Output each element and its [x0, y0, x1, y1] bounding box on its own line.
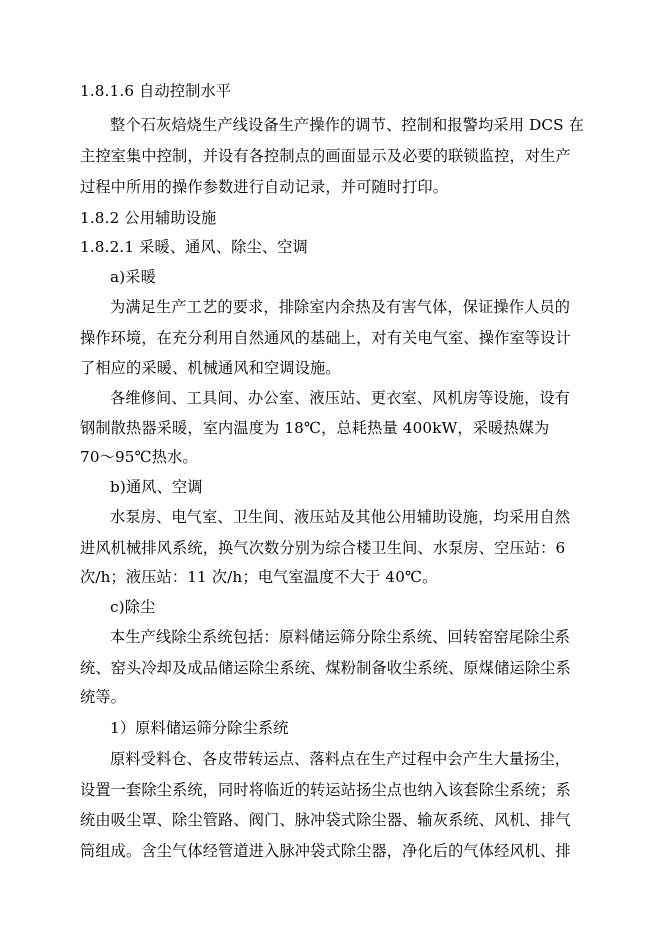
subheading-heating: a)采暖 — [110, 268, 156, 286]
paragraph-line: 筒组成。含尘气体经管道进入脉冲袋式除尘器，净化后的气体经风机、排 — [80, 842, 571, 860]
subheading-dust-removal: c)除尘 — [110, 598, 156, 616]
paragraph-line: 为满足生产工艺的要求，排除室内余热及有害气体，保证操作人员的 — [110, 298, 571, 316]
paragraph-line: 整个石灰焙烧生产线设备生产操作的调节、控制和报警均采用 DCS 在 — [110, 116, 585, 134]
paragraph-line: 过程中所用的操作参数进行自动记录，并可随时打印。 — [80, 178, 449, 196]
paragraph-line: 各维修间、工具间、办公室、液压站、更衣室、风机房等设施，设有 — [110, 389, 571, 407]
subheading-raw-material-dust-system: 1）原料储运筛分除尘系统 — [110, 719, 289, 737]
paragraph-line: 本生产线除尘系统包括：原料储运筛分除尘系统、回转窑窑尾除尘系 — [110, 628, 571, 646]
paragraph-line: 统、窑头冷却及成品储运除尘系统、煤粉制备收尘系统、原煤储运除尘系 — [80, 659, 571, 677]
section-heading-1-8-2: 1.8.2 公用辅助设施 — [80, 209, 217, 227]
paragraph-line: 进风机械排风系统，换气次数分别为综合楼卫生间、水泵房、空压站：6 — [80, 539, 566, 557]
paragraph-line: 设置一套除尘系统，同时将临近的转运站扬尘点也纳入该套除尘系统；系 — [80, 781, 571, 799]
paragraph-line: 水泵房、电气室、卫生间、液压站及其他公用辅助设施，均采用自然 — [110, 508, 571, 526]
section-heading-1-8-2-1: 1.8.2.1 采暖、通风、除尘、空调 — [80, 238, 308, 256]
paragraph-line: 统等。 — [80, 688, 127, 706]
paragraph-line: 70～95℃热水。 — [80, 448, 198, 466]
paragraph-line: 统由吸尘罩、除尘管路、阀门、脉冲袋式除尘器、输灰系统、风机、排气 — [80, 811, 571, 829]
paragraph-line: 钢制散热器采暖，室内温度为 18℃，总耗热量 400kW，采暖热媒为 — [80, 419, 550, 437]
section-heading-1-8-1-6: 1.8.1.6 自动控制水平 — [80, 82, 232, 100]
paragraph-line: 次/h；液压站：11 次/h；电气室温度不大于 40℃。 — [80, 568, 438, 586]
paragraph-line: 原料受料仓、各皮带转运点、落料点在生产过程中会产生大量扬尘， — [110, 750, 571, 768]
paragraph-line: 主控室集中控制，并设有各控制点的画面显示及必要的联锁监控，对生产 — [80, 147, 571, 165]
paragraph-line: 了相应的采暖、机械通风和空调设施。 — [80, 359, 341, 377]
paragraph-line: 操作环境，在充分利用自然通风的基础上，对有关电气室、操作室等设计 — [80, 329, 571, 347]
subheading-ventilation: b)通风、空调 — [110, 478, 203, 496]
